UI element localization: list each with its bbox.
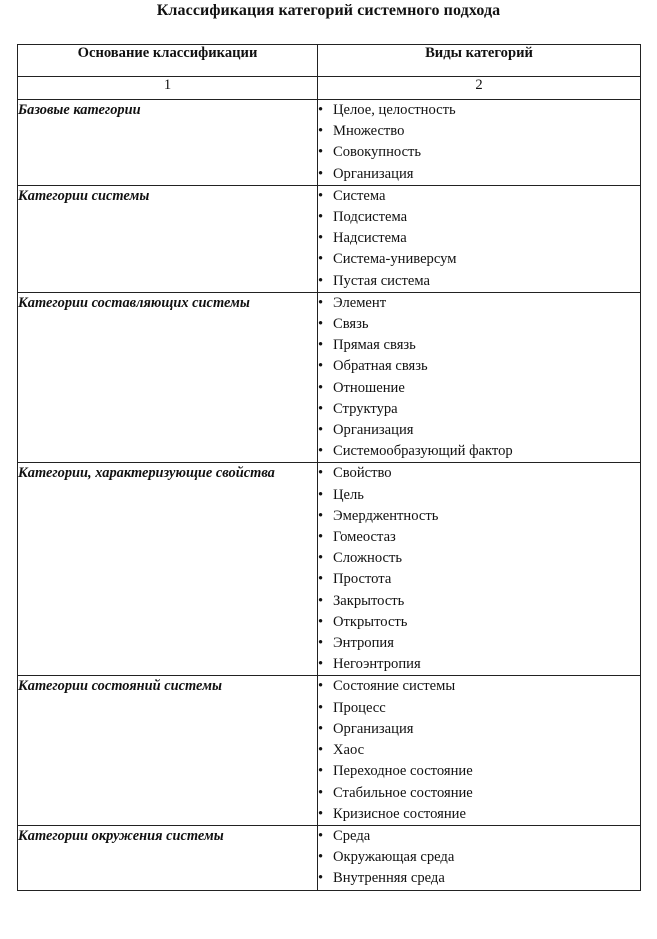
list-item — [318, 314, 640, 335]
kind-label: Система-универсум — [333, 251, 457, 268]
list-item — [318, 847, 640, 868]
list-item — [318, 164, 640, 185]
category-kinds-cell — [318, 463, 641, 676]
list-item — [318, 783, 640, 804]
kind-label: Системообразующий фактор — [333, 443, 513, 460]
kind-label: Система — [333, 187, 386, 204]
bullet-icon: • — [318, 337, 324, 354]
column-header-kinds: Виды категорий — [318, 45, 641, 77]
list-item — [318, 591, 640, 612]
kind-label: Сложность — [333, 550, 403, 567]
page-title: Классификация категорий системного подхода — [156, 2, 501, 19]
kind-label: Переходное состояние — [333, 763, 473, 780]
table-row — [18, 292, 641, 463]
list-item — [318, 186, 640, 207]
bullet-icon: • — [318, 358, 324, 375]
table-row — [18, 676, 641, 825]
bullet-icon: • — [318, 742, 324, 759]
bullet-icon: • — [318, 102, 324, 118]
list-item — [318, 142, 640, 163]
kind-list — [318, 463, 640, 675]
bullet-icon: • — [318, 294, 324, 311]
list-item — [318, 441, 640, 462]
kind-list — [318, 100, 640, 185]
kind-label: Надсистема — [333, 230, 407, 247]
kind-label: Гомеостаз — [333, 529, 396, 546]
kind-label: Состояние системы — [333, 678, 456, 695]
table-row — [18, 185, 641, 292]
bullet-icon: • — [318, 550, 324, 567]
table-row — [18, 825, 641, 890]
bullet-icon: • — [318, 720, 324, 737]
list-item — [318, 463, 640, 484]
list-item — [318, 698, 640, 719]
bullet-icon: • — [318, 678, 324, 695]
list-item — [318, 378, 640, 399]
category-basis-cell: Базовые категории — [18, 100, 318, 186]
bullet-icon: • — [318, 251, 324, 268]
kind-label: Среда — [333, 827, 371, 844]
list-item — [318, 506, 640, 527]
list-item — [318, 527, 640, 548]
column-header-basis: Основание классификации — [18, 45, 318, 77]
category-kinds-cell — [318, 292, 641, 463]
list-item — [318, 654, 640, 675]
kind-label: Эмерджентность — [333, 507, 439, 524]
list-item — [318, 100, 640, 121]
category-basis-cell: Категории системы — [18, 185, 318, 292]
category-kinds-cell — [318, 676, 641, 825]
list-item — [318, 121, 640, 142]
kind-label: Хаос — [333, 742, 365, 759]
bullet-icon: • — [318, 465, 324, 482]
kind-label: Открытость — [333, 613, 408, 630]
kind-label: Внутренняя среда — [333, 870, 445, 887]
list-item — [318, 569, 640, 590]
list-item — [318, 676, 640, 697]
list-item — [318, 485, 640, 506]
list-item — [318, 868, 640, 889]
category-basis-cell: Категории составляющих системы — [18, 292, 318, 463]
kind-list — [318, 676, 640, 824]
list-item — [318, 293, 640, 314]
kind-label: Энтропия — [333, 635, 394, 652]
bullet-icon: • — [318, 827, 324, 844]
kind-label: Подсистема — [333, 209, 408, 226]
table-row — [18, 100, 641, 186]
list-item — [318, 271, 640, 292]
bullet-icon: • — [318, 849, 324, 866]
list-item — [318, 228, 640, 249]
column-number-row — [18, 77, 641, 100]
list-item — [318, 249, 640, 270]
bullet-icon: • — [318, 316, 324, 333]
category-kinds-cell — [318, 100, 641, 186]
table-body — [18, 100, 641, 891]
table-header-row — [18, 45, 641, 77]
category-kinds-cell — [318, 185, 641, 292]
bullet-icon: • — [318, 763, 324, 780]
list-item — [318, 399, 640, 420]
bullet-icon: • — [318, 443, 324, 460]
kind-label: Цель — [333, 486, 364, 503]
classification-table — [17, 44, 641, 891]
kind-label: Элемент — [333, 294, 387, 311]
bullet-icon: • — [318, 272, 324, 289]
list-item — [318, 719, 640, 740]
bullet-icon: • — [318, 230, 324, 247]
bullet-icon: • — [318, 144, 324, 161]
kind-list — [318, 293, 640, 463]
kind-label: Окружающая среда — [333, 849, 455, 866]
bullet-icon: • — [318, 592, 324, 609]
bullet-icon: • — [318, 613, 324, 630]
bullet-icon: • — [318, 656, 324, 673]
kind-label: Отношение — [333, 379, 405, 396]
kind-label: Простота — [333, 571, 392, 588]
kind-label: Целое, целостность — [333, 102, 456, 118]
bullet-icon: • — [318, 635, 324, 652]
list-item — [318, 612, 640, 633]
category-kinds-cell — [318, 825, 641, 890]
kind-label: Совокупность — [333, 144, 422, 161]
kind-label: Закрытость — [333, 592, 405, 609]
kind-list — [318, 826, 640, 890]
list-item — [318, 335, 640, 356]
kind-label: Организация — [333, 720, 414, 737]
list-item — [318, 548, 640, 569]
bullet-icon: • — [318, 571, 324, 588]
category-basis-cell: Категории состояний системы — [18, 676, 318, 825]
table-row — [18, 463, 641, 676]
column-number-1: 1 — [18, 77, 318, 100]
bullet-icon: • — [318, 209, 324, 226]
list-item — [318, 740, 640, 761]
bullet-icon: • — [318, 187, 324, 204]
column-number-2: 2 — [318, 77, 641, 100]
list-item — [318, 826, 640, 847]
category-basis-cell: Категории, характеризующие свойства — [18, 463, 318, 676]
bullet-icon: • — [318, 870, 324, 887]
kind-label: Множество — [333, 123, 405, 140]
bullet-icon: • — [318, 379, 324, 396]
kind-label: Негоэнтропия — [333, 656, 421, 673]
category-basis-cell: Категории окружения системы — [18, 825, 318, 890]
list-item — [318, 420, 640, 441]
kind-label: Кризисное состояние — [333, 805, 466, 822]
kind-label: Прямая связь — [333, 337, 416, 354]
list-item — [318, 207, 640, 228]
bullet-icon: • — [318, 422, 324, 439]
list-item — [318, 804, 640, 825]
bullet-icon: • — [318, 486, 324, 503]
list-item — [318, 356, 640, 377]
kind-label: Свойство — [333, 465, 392, 482]
kind-label: Связь — [333, 316, 369, 333]
kind-label: Пустая система — [333, 272, 430, 289]
bullet-icon: • — [318, 400, 324, 417]
bullet-icon: • — [318, 805, 324, 822]
kind-label: Обратная связь — [333, 358, 428, 375]
kind-label: Организация — [333, 165, 414, 182]
bullet-icon: • — [318, 529, 324, 546]
kind-label: Стабильное состояние — [333, 784, 473, 801]
bullet-icon: • — [318, 123, 324, 140]
list-item — [318, 633, 640, 654]
kind-label: Структура — [333, 400, 398, 417]
kind-label: Организация — [333, 422, 414, 439]
kind-list — [318, 186, 640, 292]
kind-label: Процесс — [333, 699, 386, 716]
bullet-icon: • — [318, 784, 324, 801]
bullet-icon: • — [318, 165, 324, 182]
bullet-icon: • — [318, 699, 324, 716]
bullet-icon: • — [318, 507, 324, 524]
list-item — [318, 761, 640, 782]
